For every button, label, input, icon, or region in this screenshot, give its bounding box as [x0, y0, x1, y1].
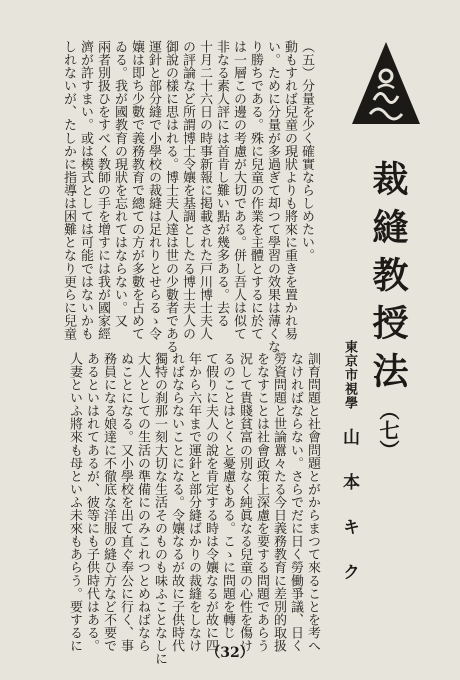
text-column: あるといはれてあるが、彼等にも子供時代はある。: [84, 352, 99, 653]
text-column: ゐる。我が國教育の現狀を忘れてはならない。又: [112, 40, 127, 328]
text-column: は一層この邊の考慮が大切である。併し吾人は似て: [231, 40, 246, 341]
text-column: い。ために分量が多過ぎて却つて學習の效果は薄くな: [265, 40, 280, 354]
text-column: て假りに夫人の說を肯定する時は令孃なるが故に四: [203, 352, 218, 653]
author-affiliation: 東京市視學: [342, 340, 357, 410]
decorative-ornament-icon: [350, 40, 422, 126]
text-column: 孃は即ち少數で義務教育で總ての方が多數を占めて: [129, 40, 144, 341]
text-column: （五）分量を少く確實ならしめたい。: [299, 40, 314, 262]
text-column: 非なる素人評には首肯し難い點が幾多ある。去る: [214, 40, 229, 328]
text-column: 大人としての生活の準備にのみこれつとめねばなら: [135, 352, 150, 653]
text-column: 獨特の刹那一刻大切な生活そのものも味ふことなしに: [152, 352, 167, 666]
text-column: 訓育問題と社會問題とがからまつて來ることを考へ: [305, 352, 320, 653]
text-column: 運針と部分縫で小學校の裁縫は足れりとせらるゝ令: [146, 40, 161, 341]
text-column: 動もすれば兒童の現狀よりも將來に重きを置かれ易: [282, 40, 297, 341]
text-column: をなすことは社會政策上深慮を要する問題であらう: [254, 352, 269, 653]
page-number: （32）: [206, 645, 254, 661]
article-part: （七）: [376, 400, 400, 461]
text-column: 濟が許すまい。或は模式としては可能ではないかも: [78, 40, 93, 341]
text-column: 務員になる娘達に不徹底な洋服の縫ひ方など不要で: [101, 352, 116, 653]
article-title: 裁縫教授法: [367, 160, 409, 400]
text-column: 勞資問題と世論囂々たる今日義務教育に差別的取扱: [271, 352, 286, 653]
text-column: なければならない。さらでだに日く勞働爭議、日く: [288, 352, 303, 653]
text-column: 人妻といふ將來も母といふ未來もあらう。要するに: [67, 352, 82, 653]
text-column: 御說の樣に思はれる。博士夫人達は世の少數者である: [163, 40, 178, 354]
text-column: 況して貴賤貧富の別なく純眞なる兒童の心性を傷け: [237, 352, 252, 653]
text-column: の評論など所謂博士令孃を基調としたる博士夫人の: [180, 40, 195, 341]
text-column: しれないが、たしかに指導は困難となり更らに兒童: [61, 40, 76, 341]
text-column: 年から六年まで運針と部分縫ばかりの裁縫をしなけ: [186, 352, 201, 653]
text-column: 兩者別扱ひをすべく教師の手を增すには我が國家經: [95, 40, 110, 341]
text-column: ればならないことになる。令孃なるが故に子供時代: [169, 352, 184, 653]
author-name: 山本キク: [339, 428, 359, 608]
text-column: 十月二十六日の時事新報に掲載された戸川博士夫人: [197, 40, 212, 341]
text-column: り勝ちである。殊に兒童の作業を主體とするに於て: [248, 40, 263, 341]
text-column: ぬことになる。又小學校を出て直ぐ奉公に行く、事: [118, 352, 133, 653]
text-column: るのことはとくと憂慮もある。こゝに問題を轉じ: [220, 352, 235, 640]
